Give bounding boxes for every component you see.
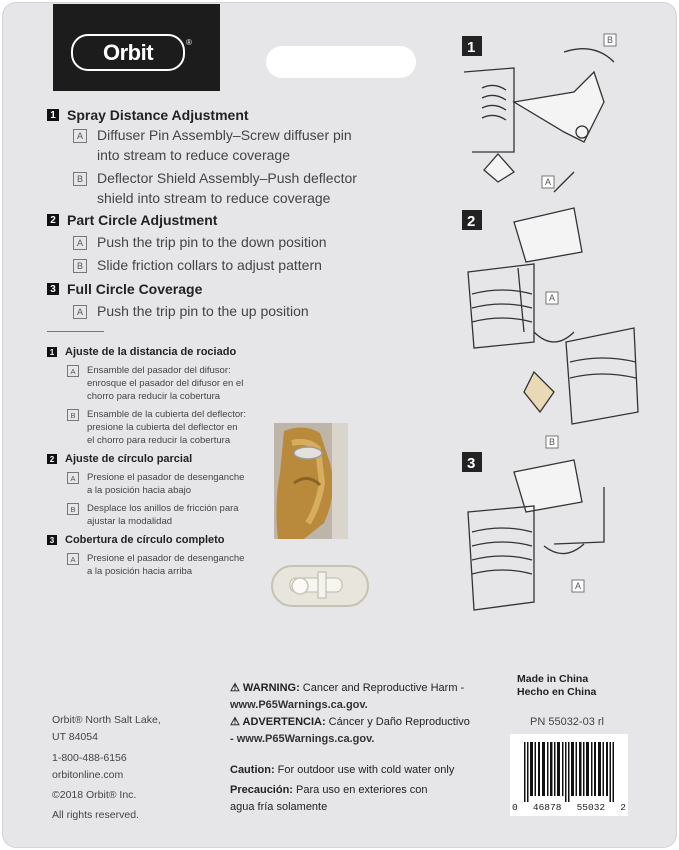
letter-badge: B [67, 503, 79, 515]
barcode-digit: 55032 [576, 802, 606, 813]
instruction-line: a la posición hacia abajo [87, 485, 192, 496]
instruction-line: chorro para reducir la cobertura [87, 391, 221, 402]
letter-badge: B [73, 259, 87, 273]
warning-en-label: ⚠ WARNING: [230, 682, 300, 694]
section-heading [47, 453, 246, 465]
section-heading [47, 212, 357, 228]
caution-label: Caution: [230, 764, 275, 776]
section-title: Part Circle Adjustment [67, 212, 218, 228]
instruction-line: presione la cubierta del deflector en [87, 422, 238, 433]
instruction-item [73, 168, 357, 208]
diagram-step-1: 1 [467, 39, 476, 56]
instruction-line: Ensamble de la cubierta del deflector: [87, 409, 246, 420]
hecho-en: Hecho en China [517, 686, 597, 698]
instruction-item [67, 502, 246, 528]
address-line: UT 84054 [52, 731, 98, 743]
section-heading [47, 346, 246, 358]
rights-reserved: All rights reserved. [52, 809, 139, 821]
instruction-line: Desplace los anillos de fricción para [87, 503, 239, 514]
instruction-item [67, 408, 246, 447]
instruction-line: Push the trip pin to the up position [97, 303, 309, 319]
warning-es-label: ⚠ ADVERTENCIA: [230, 716, 326, 728]
diagram-label-a: A [545, 177, 552, 187]
instruction-line: ajustar la modalidad [87, 516, 173, 527]
section-heading [47, 281, 357, 297]
part-number: PN 55032-03 rl [530, 716, 604, 728]
letter-badge: A [73, 129, 87, 143]
section-heading [47, 107, 357, 123]
company-info [52, 712, 161, 824]
prop65-warning [230, 680, 470, 748]
diagram-label-a: A [549, 293, 556, 303]
section-title: Ajuste de la distancia de rociado [65, 346, 237, 358]
adjustment-diagrams [454, 32, 654, 652]
instruction-line: Presione el pasador de desenganche [87, 553, 245, 564]
instruction-item [67, 471, 246, 497]
barcode-digit: 2 [620, 802, 626, 813]
letter-badge: A [67, 553, 79, 565]
instruction-line: el chorro para reducir la cobertura [87, 435, 231, 446]
diagram-label-a: A [575, 581, 582, 591]
origin-info [517, 673, 596, 699]
barcode-bars [524, 742, 614, 802]
instruction-line: into stream to reduce coverage [97, 147, 290, 163]
letter-badge: A [73, 236, 87, 250]
letter-badge: A [67, 472, 79, 484]
instruction-item [73, 125, 357, 165]
step-number: 3 [47, 535, 57, 545]
upc-barcode [510, 734, 628, 816]
diagram-label-b: B [607, 35, 614, 45]
instruction-item [73, 255, 357, 275]
step-number: 1 [47, 347, 57, 357]
instruction-item [67, 552, 246, 578]
brass-part-illustration [274, 423, 348, 539]
usage-caution [230, 762, 454, 816]
phone-number: 1-800-488-6156 [52, 752, 127, 764]
logo-text: Orbit [102, 39, 154, 65]
instruction-item [73, 301, 357, 321]
warning-en-text: Cancer and Reproductive Harm - [299, 682, 465, 694]
barcode-digits [510, 802, 628, 813]
caution-text: For outdoor use with cold water only [274, 764, 455, 776]
instruction-line: Slide friction collars to adjust pattern [97, 257, 322, 273]
logo-registered-mark: ® [186, 38, 192, 47]
instruction-item [67, 364, 246, 403]
section-title: Full Circle Coverage [67, 281, 203, 297]
section-title: Spray Distance Adjustment [67, 107, 249, 123]
product-photo [274, 423, 348, 539]
barcode-digit: 46878 [532, 802, 562, 813]
instruction-line: Ensamble del pasador del difusor: [87, 365, 231, 376]
diagram-label-b: B [549, 437, 556, 447]
instruction-line: a la posición hacia arriba [87, 566, 193, 577]
section-heading [47, 534, 246, 546]
section-divider [47, 331, 104, 332]
deflector-part-photo [270, 548, 372, 618]
packaging-card [2, 2, 677, 848]
instruction-item [73, 232, 357, 252]
warning-es-url: - www.P65Warnings.ca.gov. [230, 733, 375, 745]
brand-logo [53, 4, 220, 91]
logo-pill [71, 34, 185, 71]
step-number: 2 [47, 214, 59, 226]
precaucion-text: Para uso en exteriores con [292, 784, 428, 796]
letter-badge: A [73, 305, 87, 319]
hang-hole [266, 46, 416, 78]
instruction-line: Diffuser Pin Assembly–Screw diffuser pin [97, 127, 352, 143]
letter-badge: B [67, 409, 79, 421]
instruction-line: enrosque el pasador del difusor en el [87, 378, 244, 389]
spanish-instructions [47, 346, 246, 578]
section-title: Ajuste de círculo parcial [65, 453, 193, 465]
step-number: 2 [47, 454, 57, 464]
warning-en-url: www.P65Warnings.ca.gov. [230, 699, 368, 711]
precaucion-label: Precaución: [230, 784, 293, 796]
english-instructions [47, 107, 357, 321]
step-number: 3 [47, 283, 59, 295]
made-in: Made in China [517, 673, 589, 685]
section-title: Cobertura de círculo completo [65, 534, 225, 546]
barcode-digit: 0 [512, 802, 518, 813]
precaucion-text-2: agua fría solamente [230, 801, 328, 813]
instruction-line: Push the trip pin to the down position [97, 234, 327, 250]
diagram-step-2: 2 [467, 213, 476, 230]
website: orbitonline.com [52, 769, 124, 781]
address-line: Orbit® North Salt Lake, [52, 714, 161, 726]
letter-badge: A [67, 365, 79, 377]
warning-es-text: Cáncer y Daño Reproductivo [325, 716, 470, 728]
copyright: ©2018 Orbit® Inc. [52, 789, 137, 801]
instruction-line: shield into stream to reduce coverage [97, 190, 331, 206]
diagram-step-3: 3 [467, 455, 476, 472]
step-number: 1 [47, 109, 59, 121]
letter-badge: B [73, 172, 87, 186]
instruction-line: Presione el pasador de desenganche [87, 472, 245, 483]
instruction-line: Deflector Shield Assembly–Push deflector [97, 170, 357, 186]
